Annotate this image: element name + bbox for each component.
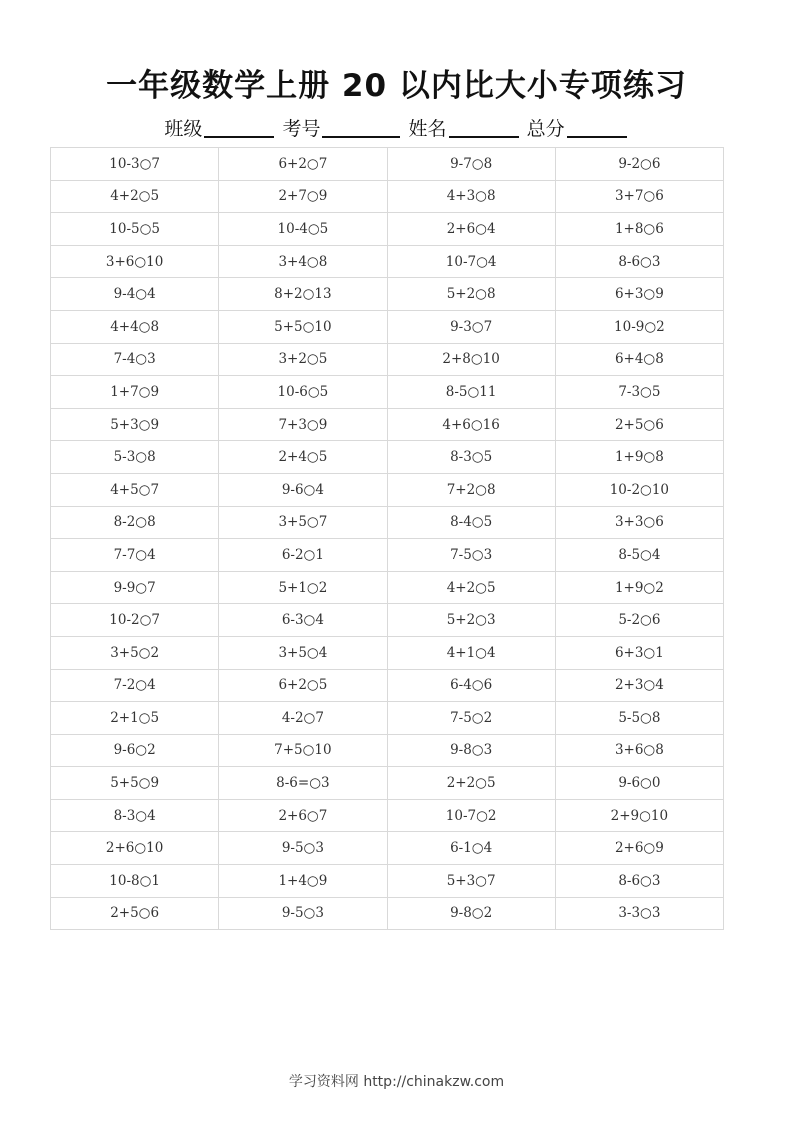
table-row [51,245,724,278]
number-blank[interactable] [322,118,400,138]
exercise-cell[interactable]: 6-2○1 [219,539,387,572]
table-row [51,376,724,409]
exercise-cell[interactable]: 5+3○7 [387,865,555,898]
exercise-cell[interactable]: 9-3○7 [387,310,555,343]
class-blank[interactable] [204,118,274,138]
student-info-line [0,114,793,141]
exercise-cell[interactable]: 4+2○5 [387,571,555,604]
exercise-cell[interactable]: 1+9○8 [555,441,723,474]
table-row [51,636,724,669]
exercise-cell[interactable]: 7+3○9 [219,408,387,441]
exercise-cell[interactable]: 1+7○9 [51,376,219,409]
exercise-cell[interactable]: 1+4○9 [219,865,387,898]
page-title: 一年级数学上册 20 以内比大小专项练习 [106,68,687,104]
exercise-cell[interactable]: 10-5○5 [51,213,219,246]
exercise-cell[interactable]: 7-5○3 [387,539,555,572]
exercise-cell[interactable]: 7-2○4 [51,669,219,702]
name-label: 姓名 [408,118,447,140]
exercise-cell[interactable]: 7+5○10 [219,734,387,767]
exercise-cell[interactable]: 9-5○3 [219,897,387,930]
exercise-cell[interactable]: 4+4○8 [51,310,219,343]
exercise-cell[interactable]: 8-5○4 [555,539,723,572]
exercise-cell[interactable]: 2+5○6 [555,408,723,441]
table-row [51,506,724,539]
exercise-cell[interactable]: 2+7○9 [219,180,387,213]
exercise-cell[interactable]: 8-5○11 [387,376,555,409]
exercise-cell[interactable]: 6+3○9 [555,278,723,311]
table-row [51,767,724,800]
exercise-cell[interactable]: 8-3○5 [387,441,555,474]
exercise-cell[interactable]: 9-6○2 [51,734,219,767]
exercise-cell[interactable]: 2+6○7 [219,799,387,832]
exercise-cell[interactable]: 2+9○10 [555,799,723,832]
exercise-cell[interactable]: 3+6○8 [555,734,723,767]
exercise-cell[interactable]: 5+5○10 [219,310,387,343]
table-row [51,278,724,311]
exercise-cell[interactable]: 3-3○3 [555,897,723,930]
table-row [51,865,724,898]
exercise-cell[interactable]: 2+6○9 [555,832,723,865]
table-row [51,213,724,246]
table-row [51,897,724,930]
exercise-cell[interactable]: 8-2○8 [51,506,219,539]
exercise-cell[interactable]: 2+6○4 [387,213,555,246]
exercise-cell[interactable]: 8-3○4 [51,799,219,832]
exercise-cell[interactable]: 6-4○6 [387,669,555,702]
exercise-cell[interactable]: 5+5○9 [51,767,219,800]
exercise-cell[interactable]: 5+2○8 [387,278,555,311]
exercise-cell[interactable]: 4+5○7 [51,473,219,506]
exercise-cell[interactable]: 10-2○7 [51,604,219,637]
name-blank[interactable] [449,118,519,138]
exercise-cell[interactable]: 6+3○1 [555,636,723,669]
exercise-cell[interactable]: 5+2○3 [387,604,555,637]
exercise-cell[interactable]: 6+2○7 [219,148,387,181]
table-row [51,669,724,702]
exercise-cell[interactable]: 5+1○2 [219,571,387,604]
exercise-cell[interactable]: 10-7○4 [387,245,555,278]
exercise-cell[interactable]: 2+6○10 [51,832,219,865]
exercise-cell[interactable]: 9-4○4 [51,278,219,311]
table-row [51,148,724,181]
table-row [51,180,724,213]
exercise-cell[interactable]: 4+6○16 [387,408,555,441]
exercise-cell[interactable]: 2+2○5 [387,767,555,800]
exercise-cell[interactable]: 3+4○8 [219,245,387,278]
exercise-cell[interactable]: 3+5○7 [219,506,387,539]
table-row [51,571,724,604]
exercise-cell[interactable]: 6-3○4 [219,604,387,637]
table-row [51,702,724,735]
exercise-cell[interactable]: 9-7○8 [387,148,555,181]
table-row [51,799,724,832]
exercise-cell[interactable]: 8-6○3 [555,865,723,898]
table-row [51,441,724,474]
exercise-cell[interactable]: 10-3○7 [51,148,219,181]
exercise-cell[interactable]: 9-8○2 [387,897,555,930]
exercise-cell[interactable]: 3+2○5 [219,343,387,376]
exercise-cell[interactable]: 5-5○8 [555,702,723,735]
number-label: 考号 [282,118,321,140]
table-row [51,734,724,767]
exercise-cell[interactable]: 10-6○5 [219,376,387,409]
exercise-cell[interactable]: 9-6○4 [219,473,387,506]
exercise-cell[interactable]: 4+1○4 [387,636,555,669]
table-row [51,604,724,637]
exercise-cell[interactable]: 3+7○6 [555,180,723,213]
exercise-cell[interactable]: 7-3○5 [555,376,723,409]
exercise-cell[interactable]: 10-7○2 [387,799,555,832]
exercise-cell[interactable]: 8+2○13 [219,278,387,311]
exercise-cell[interactable]: 5+3○9 [51,408,219,441]
exercise-cell[interactable]: 4+3○8 [387,180,555,213]
exercise-cell[interactable]: 6+4○8 [555,343,723,376]
exercise-cell[interactable]: 10-2○10 [555,473,723,506]
table-row [51,310,724,343]
exercise-cell[interactable]: 7+2○8 [387,473,555,506]
exercise-cell[interactable]: 3+6○10 [51,245,219,278]
table-row [51,832,724,865]
exercise-cell[interactable]: 8-4○5 [387,506,555,539]
exercise-cell[interactable]: 10-4○5 [219,213,387,246]
table-row [51,473,724,506]
exercise-cell[interactable]: 1+9○2 [555,571,723,604]
table-row [51,539,724,572]
exercise-cell[interactable]: 6+2○5 [219,669,387,702]
score-blank[interactable] [567,118,627,138]
exercise-cell[interactable]: 2+1○5 [51,702,219,735]
exercise-cell[interactable]: 4+2○5 [51,180,219,213]
exercise-cell[interactable]: 2+5○6 [51,897,219,930]
table-row [51,343,724,376]
exercise-cell[interactable]: 2+8○10 [387,343,555,376]
class-label: 班级 [164,118,203,140]
exercise-cell[interactable]: 9-8○3 [387,734,555,767]
exercise-cell[interactable]: 2+3○4 [555,669,723,702]
exercise-cell[interactable]: 9-9○7 [51,571,219,604]
exercise-cell[interactable]: 3+3○6 [555,506,723,539]
footer-source: 学习资料网 http://chinakzw.com [288,1074,505,1090]
exercise-cell[interactable]: 5-2○6 [555,604,723,637]
exercise-cell[interactable]: 9-6○0 [555,767,723,800]
score-label: 总分 [526,118,565,140]
exercise-cell[interactable]: 9-5○3 [219,832,387,865]
exercise-cell[interactable]: 10-9○2 [555,310,723,343]
exercise-cell[interactable]: 9-2○6 [555,148,723,181]
exercise-cell[interactable]: 8-6=○3 [219,767,387,800]
exercise-cell[interactable]: 8-6○3 [555,245,723,278]
exercise-cell[interactable]: 7-7○4 [51,539,219,572]
exercise-cell[interactable]: 3+5○2 [51,636,219,669]
exercise-cell[interactable]: 10-8○1 [51,865,219,898]
exercise-cell[interactable]: 2+4○5 [219,441,387,474]
table-row [51,408,724,441]
exercise-cell[interactable]: 4-2○7 [219,702,387,735]
exercise-cell[interactable]: 7-4○3 [51,343,219,376]
exercise-table [50,147,724,930]
exercise-cell[interactable]: 1+8○6 [555,213,723,246]
exercise-cell[interactable]: 5-3○8 [51,441,219,474]
exercise-cell[interactable]: 3+5○4 [219,636,387,669]
exercise-cell[interactable]: 6-1○4 [387,832,555,865]
exercise-cell[interactable]: 7-5○2 [387,702,555,735]
